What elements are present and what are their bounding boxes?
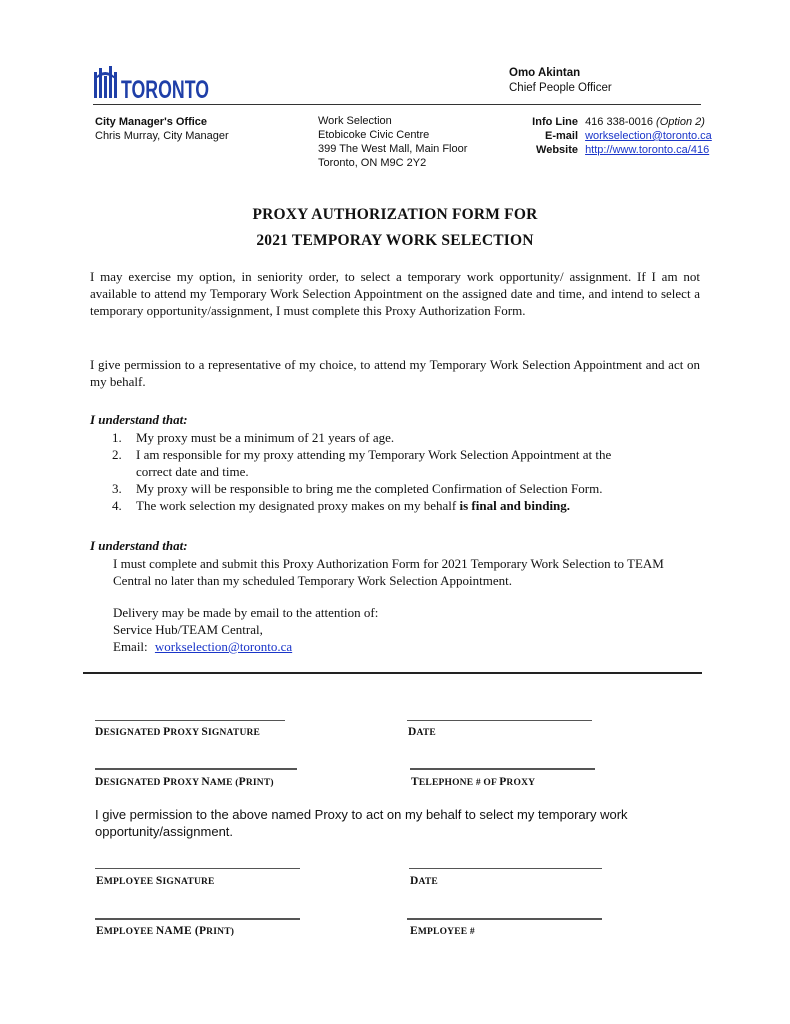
employee-number-label: EMPLOYEE # [410, 925, 475, 937]
proxy-name-line[interactable] [95, 768, 297, 770]
website-label: Website [536, 144, 578, 156]
employee-signature-line[interactable] [95, 868, 300, 869]
office-person: Chris Murray, City Manager [95, 130, 229, 142]
section-divider [83, 672, 702, 674]
delivery-line: Service Hub/TEAM Central, [113, 622, 263, 637]
city-hall-logo-icon [94, 64, 210, 102]
employee-number-line[interactable] [407, 918, 602, 920]
address-line: Toronto, ON M9C 2Y2 [318, 157, 427, 169]
proxy-name-label: DESIGNATED PROXY NAME (PRINT) [95, 776, 274, 788]
address-block [318, 114, 467, 170]
delivery-block [113, 604, 713, 655]
delivery-email-row [113, 638, 713, 655]
proxy-signature-label: DESIGNATED PROXY SIGNATURE [95, 726, 261, 738]
website-link[interactable]: http://www.toronto.ca/416 [585, 144, 710, 156]
email-link[interactable]: workselection@toronto.ca [585, 130, 712, 142]
employee-signature-label: EMPLOYEE SIGNATURE [96, 875, 215, 887]
info-line-option: (Option 2) [656, 116, 705, 128]
list-item: 4. The work selection my designated proxy makes on my behalf is final and binding. [112, 498, 571, 513]
address-line: Etobicoke Civic Centre [318, 129, 430, 141]
proxy-date-line[interactable] [407, 720, 592, 721]
understand-heading-1: I understand that: [90, 412, 188, 427]
email-row [528, 129, 712, 143]
email-label: E-mail [544, 130, 578, 142]
employee-date-line[interactable] [409, 868, 602, 869]
delivery-email-link[interactable]: workselection@toronto.ca [154, 639, 293, 654]
final-binding-text: is final and binding. [459, 498, 571, 513]
info-line-row [528, 115, 712, 129]
list-item: 3. My proxy will be responsible to bring me the completed Confirmation of Selection Form. [112, 481, 603, 496]
employee-permission-text: I give permission to the above named Proxy to act on my behalf to select my temporary work opportunity/assignment. [95, 807, 628, 839]
list-item: 1. My proxy must be a minimum of 21 years of age. [112, 430, 395, 445]
intro-paragraph: I may exercise my option, in seniority order, to select a temporary work opportunity/ assignment. If I am not available to attend my Temporary Work Selection Appointment on the assigned date and time, and intend to select a temporary opportunity/assignment, I must complete this Proxy Authorization Form. [90, 269, 700, 318]
understand-heading-2: I understand that: [90, 538, 188, 553]
form-title-line2: 2021 TEMPORAY WORK SELECTION [256, 232, 534, 249]
contact-block [528, 115, 712, 157]
office-block [95, 115, 229, 143]
officer-title: Chief People Officer [509, 82, 612, 94]
info-line-value: 416 338-0016 [585, 116, 653, 128]
permission-paragraph: I give permission to a representative of my choice, to attend my Temporary Work Selection Appointment and act on my behalf. [90, 357, 700, 389]
header-divider [93, 104, 701, 105]
address-line: 399 The West Mall, Main Floor [318, 143, 468, 155]
website-row [528, 143, 712, 157]
address-line: Work Selection [318, 115, 392, 127]
delivery-line: Delivery may be made by email to the attention of: [113, 605, 379, 620]
proxy-signature-line[interactable] [95, 720, 285, 721]
employee-name-line[interactable] [95, 918, 300, 920]
info-line-label: Info Line [532, 116, 578, 128]
svg-text:TORONTO: TORONTO [121, 76, 209, 104]
officer-name: Omo Akintan [509, 67, 581, 79]
proxy-telephone-label: TELEPHONE # OF PROXY [411, 776, 536, 788]
delivery-email-label: Email: [113, 639, 148, 654]
office-name: City Manager's Office [95, 116, 208, 128]
form-title-line1: PROXY AUTHORIZATION FORM FOR [252, 206, 538, 223]
submit-paragraph: I must complete and submit this Proxy Authorization Form for 2021 Temporary Work Selection to TEAM Central no later than my scheduled Temporary Work Selection Appointment. [113, 556, 664, 588]
officer-block [509, 66, 612, 96]
employee-name-label: EMPLOYEE NAME (PRINT) [96, 925, 235, 937]
employee-date-label: DATE [410, 875, 438, 887]
proxy-telephone-line[interactable] [410, 768, 595, 770]
understand-list [90, 429, 690, 514]
toronto-logo [94, 64, 210, 102]
list-item: 2. I am responsible for my proxy attending my Temporary Work Selection Appointment at the correct date and time. [112, 447, 612, 479]
proxy-date-label: DATE [408, 726, 436, 738]
